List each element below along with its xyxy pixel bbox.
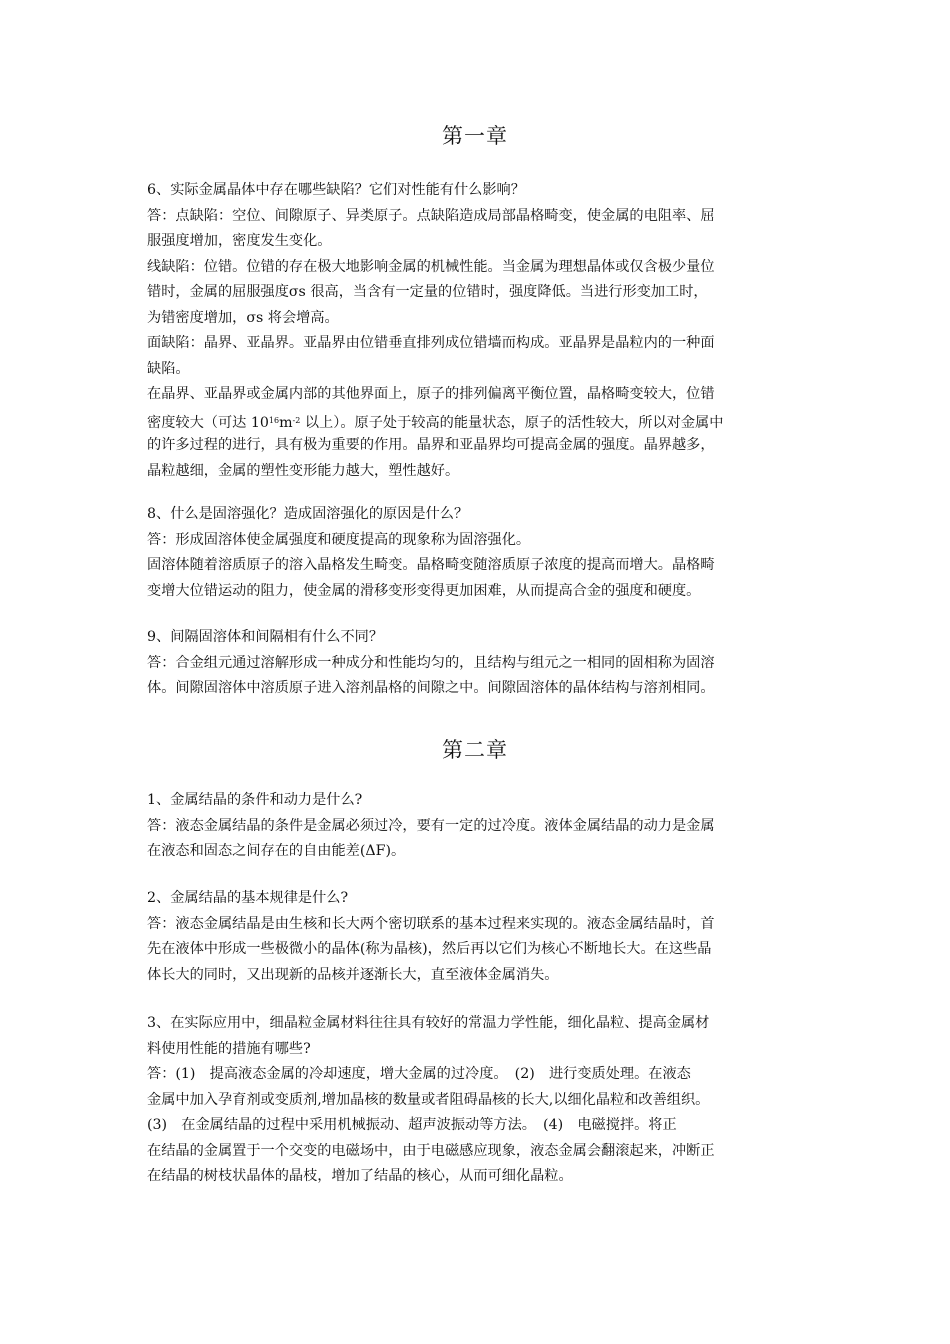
chapter-2-question-1-section [147, 788, 812, 865]
density-prefix: 密度较大（可达 10 [147, 414, 269, 431]
density-unit: m [279, 414, 293, 431]
answer-line: 变增大位错运动的阻力，使金属的滑移变形变得更加困难，从而提高合金的强度和硬度。 [147, 582, 701, 599]
question-8-section [147, 502, 812, 604]
chapter-1-title: 第一章 [442, 124, 508, 148]
question-9-section [147, 625, 812, 702]
answer-line: 先在液体中形成一些极微小的晶体(称为晶核)，然后再以它们为核心不断地长大。在这些晶 [147, 941, 712, 957]
density-exponent-16: 16 [268, 415, 280, 425]
answer-line: 金属中加入孕育剂或变质剂,增加晶核的数量或者阻碍晶核的长大,以细化晶粒和改善组织。 [147, 1091, 710, 1108]
answer-line: 在液态和固态之间存在的自由能差(ΔF)。 [147, 843, 406, 859]
answer-line: 晶粒越细，金属的塑性变形能力越大，塑性越好。 [147, 462, 460, 479]
answer-line: 在晶界、亚晶界或金属内部的其他界面上，原子的排列偏离平衡位置，晶格畸变较大，位错 [147, 386, 715, 402]
answer-line-density [147, 408, 812, 434]
answer-line: 在结晶的金属置于一个交变的电磁场中，由于电磁感应现象，液态金属会翻滚起来，冲断正 [147, 1142, 715, 1159]
answer-line: 答：合金组元通过溶解形成一种成分和性能均匀的，且结构与组元之一相同的固相称为固溶 [147, 654, 715, 671]
answer-line: 为错密度增加，σs 将会增高。 [147, 309, 339, 326]
density-exponent-minus-2: -2 [292, 415, 301, 425]
answer-line: 答：形成固溶体使金属强度和硬度提高的现象称为固溶强化。 [147, 531, 531, 548]
answer-line: 线缺陷：位错。位错的存在极大地影响金属的机械性能。当金属为理想晶体或仅含极少量位 [147, 258, 715, 275]
chapter-2-question-3-heading: 料使用性能的措施有哪些? [147, 1040, 311, 1057]
answer-line: (3) 在金属结晶的过程中采用机械振动、超声波振动等方法。 (4) 电磁搅拌。将正 [147, 1117, 677, 1133]
answer-line: 在结晶的树枝状晶体的晶枝，增加了结晶的核心，从而可细化晶粒。 [147, 1168, 573, 1184]
question-8-heading: 8、什么是固溶强化？造成固溶强化的原因是什么？ [147, 506, 469, 522]
answer-line: 答：(1) 提高液态金属的冷却速度，增大金属的过冷度。 (2) 进行变质处理。在液态 [147, 1066, 691, 1082]
answer-line: 错时，金属的屈服强度σs 很高，当含有一定量的位错时，强度降低。当进行形变加工时， [147, 284, 708, 300]
chapter-2-question-1-heading: 1、金属结晶的条件和动力是什么? [147, 792, 363, 808]
answer-line: 面缺陷：晶界、亚晶界。亚晶界由位错垂直排列成位错墙而构成。亚晶界是晶粒内的一种面 [147, 335, 715, 351]
answer-line: 答：液态金属结晶的条件是金属必须过冷，要有一定的过冷度。液体金属结晶的动力是金属 [147, 817, 715, 834]
answer-line: 答：点缺陷：空位、间隙原子、异类原子。点缺陷造成局部晶格畸变，使金属的电阻率、屈 [147, 207, 715, 224]
question-6-section [147, 178, 812, 484]
chapter-2-question-3-section [147, 1011, 812, 1190]
chapter-2-question-3-heading: 3、在实际应用中，细晶粒金属材料往往具有较好的常温力学性能，细化晶粒、提高金属材 [147, 1015, 710, 1031]
question-9-heading: 9、间隔固溶体和间隔相有什么不同？ [147, 629, 384, 645]
answer-line: 固溶体随着溶质原子的溶入晶格发生畸变。晶格畸变随溶质原子浓度的提高而增大。晶格畸 [147, 557, 715, 573]
answer-line: 答：液态金属结晶是由生核和长大两个密切联系的基本过程来实现的。液态金属结晶时，首 [147, 915, 715, 932]
answer-line: 的许多过程的进行，具有极为重要的作用。晶界和亚晶界均可提高金属的强度。晶界越多， [147, 437, 715, 453]
answer-line: 服强度增加，密度发生变化。 [147, 233, 332, 249]
chapter-2-question-2-section [147, 886, 812, 988]
chapter-2-title: 第二章 [442, 738, 508, 762]
density-suffix: 以上）。原子处于较高的能量状态，原子的活性较大，所以对金属中 [300, 414, 724, 431]
answer-line: 缺陷。 [147, 360, 190, 377]
answer-line: 体长大的同时，又出现新的品核并逐渐长大，直至液体金属消失。 [147, 966, 559, 983]
chapter-2-question-2-heading: 2、金属结晶的基本规律是什么? [147, 890, 349, 906]
answer-line: 体。间隙固溶体中溶质原子进入溶剂晶格的间隙之中。间隙固溶体的晶体结构与溶剂相同。 [147, 680, 715, 696]
question-6-heading: 6、实际金属晶体中存在哪些缺陷？它们对性能有什么影响？ [147, 182, 525, 198]
